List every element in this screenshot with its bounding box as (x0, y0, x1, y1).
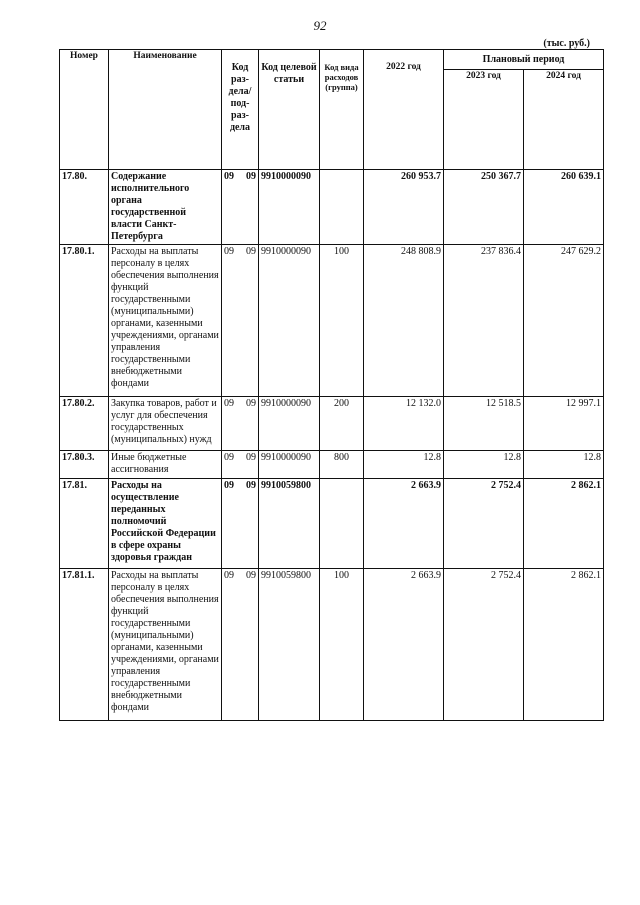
row-2023: 12 518.5 (444, 397, 524, 451)
row-section: 09 (224, 171, 234, 182)
row-2022: 12.8 (364, 451, 444, 479)
row-2023: 250 367.7 (444, 170, 524, 245)
row-2022: 2 663.9 (364, 479, 444, 569)
units-label: (тыс. руб.) (543, 38, 590, 49)
row-target: 9910000090 (259, 397, 320, 451)
row-number: 17.80.2. (60, 397, 109, 451)
table-row (60, 479, 604, 569)
row-target: 9910000090 (259, 245, 320, 397)
row-2023: 237 836.4 (444, 245, 524, 397)
row-name: Иные бюджетные ассигнования (109, 451, 222, 479)
row-number: 17.80.1. (60, 245, 109, 397)
header-number: Номер (60, 50, 109, 170)
row-section: 09 (224, 452, 234, 463)
header-planned-period: Плановый период (444, 50, 604, 70)
row-expense-type (320, 170, 364, 245)
row-2023: 2 752.4 (444, 569, 524, 721)
row-subsection: 09 (246, 570, 256, 581)
table-row (60, 397, 604, 451)
row-section-code (222, 569, 259, 721)
row-section: 09 (224, 480, 234, 491)
header-expense-type: Код вида расходов (группа) (320, 50, 364, 170)
row-number: 17.81.1. (60, 569, 109, 721)
header-section: Код раз-дела/ под-раз-дела (222, 50, 259, 170)
row-name: Расходы на выплаты персоналу в целях обеспечения выполнения функций государственными (муниципальными) органами, казенными учреждениями, органами управления государственными внебюджетными фондами (109, 569, 222, 721)
row-subsection: 09 (246, 398, 256, 409)
row-2023: 12.8 (444, 451, 524, 479)
row-section-code (222, 479, 259, 569)
row-2022: 248 808.9 (364, 245, 444, 397)
row-2024: 2 862.1 (524, 479, 604, 569)
row-number: 17.80. (60, 170, 109, 245)
row-subsection: 09 (246, 171, 256, 182)
budget-table (59, 49, 604, 721)
table-row (60, 245, 604, 397)
header-2022: 2022 год (364, 50, 444, 170)
row-2024: 12 997.1 (524, 397, 604, 451)
row-section-code (222, 451, 259, 479)
row-target: 9910059800 (259, 569, 320, 721)
row-target: 9910059800 (259, 479, 320, 569)
row-expense-type: 800 (320, 451, 364, 479)
row-subsection: 09 (246, 452, 256, 463)
row-section: 09 (224, 570, 234, 581)
row-name: Расходы на выплаты персоналу в целях обеспечения выполнения функций государственными (муниципальными) органами, казенными учреждениями, органами управления государственными внебюджетными фондами (109, 245, 222, 397)
row-subsection: 09 (246, 246, 256, 257)
row-target: 9910000090 (259, 451, 320, 479)
row-2024: 247 629.2 (524, 245, 604, 397)
table-row (60, 569, 604, 721)
row-2023: 2 752.4 (444, 479, 524, 569)
row-expense-type (320, 479, 364, 569)
table-row (60, 451, 604, 479)
header-2024: 2024 год (524, 70, 604, 170)
row-section-code (222, 170, 259, 245)
row-number: 17.80.3. (60, 451, 109, 479)
row-expense-type: 100 (320, 245, 364, 397)
row-name: Закупка товаров, работ и услуг для обеспечения государственных (муниципальных) нужд (109, 397, 222, 451)
row-expense-type: 100 (320, 569, 364, 721)
page-number: 92 (313, 18, 327, 33)
header-2023: 2023 год (444, 70, 524, 170)
row-2024: 12.8 (524, 451, 604, 479)
row-name: Содержание исполнительного органа государственной власти Санкт-Петербурга (109, 170, 222, 245)
row-subsection: 09 (246, 480, 256, 491)
row-2024: 2 862.1 (524, 569, 604, 721)
header-name: Наименование (109, 50, 222, 170)
row-section-code (222, 245, 259, 397)
row-expense-type: 200 (320, 397, 364, 451)
row-2022: 2 663.9 (364, 569, 444, 721)
row-section: 09 (224, 246, 234, 257)
row-name: Расходы на осуществление переданных полномочий Российской Федерации в сфере охраны здоровья граждан (109, 479, 222, 569)
row-2022: 260 953.7 (364, 170, 444, 245)
row-2024: 260 639.1 (524, 170, 604, 245)
table-row (60, 170, 604, 245)
row-2022: 12 132.0 (364, 397, 444, 451)
row-target: 9910000090 (259, 170, 320, 245)
header-target: Код целевой статьи (259, 50, 320, 170)
row-number: 17.81. (60, 479, 109, 569)
row-section: 09 (224, 398, 234, 409)
row-section-code (222, 397, 259, 451)
table-header (60, 50, 604, 170)
